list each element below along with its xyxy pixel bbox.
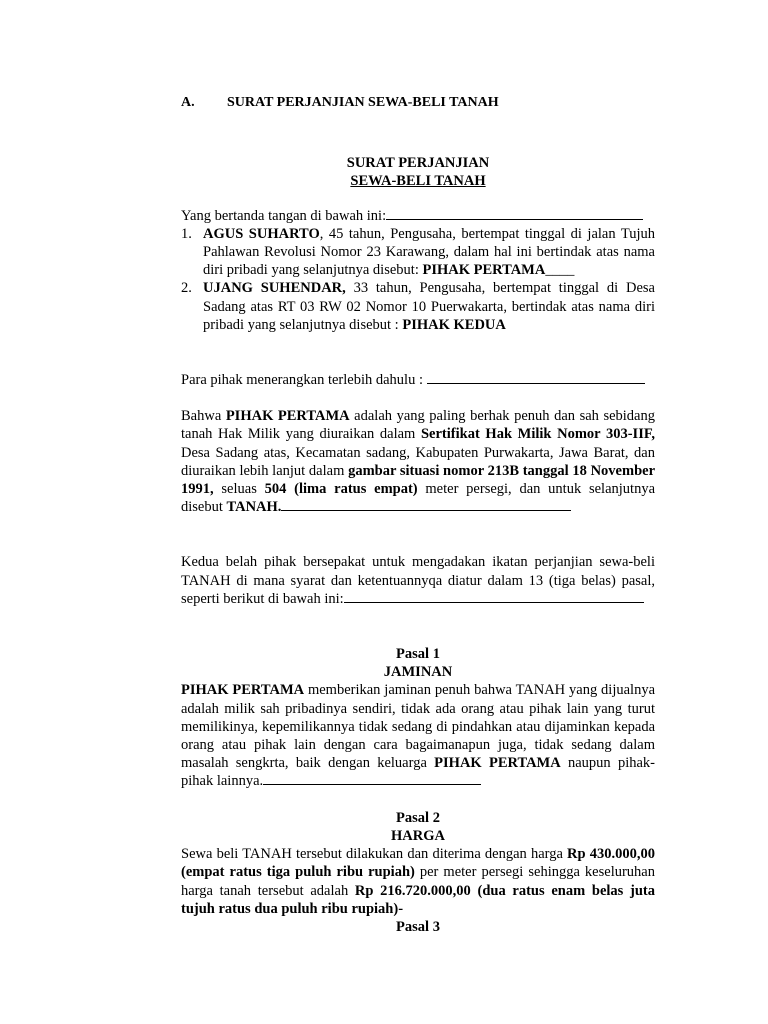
- party-1-name: AGUS SUHARTO: [203, 225, 320, 242]
- bahwa-bold-2: Sertifikat Hak Milik Nomor 303-IIF,: [420, 426, 655, 443]
- pasal-2-label: Pasal 2: [396, 809, 440, 826]
- pasal-3-label: Pasal 3: [396, 918, 440, 935]
- doc-title-line2: SEWA-BELI TANAH: [350, 173, 486, 190]
- pasal-1-body: [181, 681, 655, 790]
- party-1-description: , 45 tahun, Pengusaha, bertempat tinggal di jalan Tujuh Pahlawan Revolusi Nomor 23 Karawang, dalam hal ini bertindak atas nama diri pribadi yang selanjutnya disebut:: [203, 225, 655, 279]
- party-1-alias: PIHAK PERTAMA: [422, 262, 546, 279]
- pasal-1-title: JAMINAN: [383, 664, 453, 681]
- party-1-text: [203, 225, 655, 280]
- fill-line: [281, 498, 571, 511]
- party-1-trail: ____: [545, 262, 575, 279]
- party-2: [181, 279, 655, 334]
- pasal-1-label: Pasal 1: [396, 646, 440, 663]
- pasal-1-text-1: memberikan jaminan penuh bahwa TANAH yang dijualnya adalah milik sah pribadinya sendiri, tidak ada orang atau pihak lain yang turut memilikinya, kepemilikannya tidak sedang di pindahkan atau dijaminkan kepada orang atau pihak lain dengan cara bagaimanapun juga, tidak sedang dalam masalah sengkrta, baik dengan keluarga: [181, 682, 656, 772]
- bahwa-bold-5: TANAH.: [226, 499, 282, 516]
- section-number: A.: [181, 95, 195, 110]
- party-1-number: 1.: [181, 225, 192, 242]
- intro-line: [181, 207, 655, 225]
- party-2-text: [203, 279, 655, 334]
- pasal-2-text-2: per meter persegi sehingga keseluruhan harga tanah tersebut adalah: [181, 864, 655, 899]
- bahwa-bold-4: 504 (lima ratus empat): [264, 481, 418, 498]
- pasal-2-text-1: Sewa beli TANAH tersebut dilakukan dan diterima dengan harga: [181, 846, 568, 863]
- bahwa-text-1: Bahwa: [181, 408, 226, 425]
- intro-text: Yang bertanda tangan di bawah ini:: [181, 207, 387, 224]
- declare-text: Para pihak menerangkan terlebih dahulu :: [181, 372, 427, 389]
- pasal-1-bold-1: PIHAK PERTAMA: [181, 682, 305, 699]
- section-heading: [181, 94, 655, 112]
- pasal-2-bold-2: Rp 216.720.000,00 (dua ratus enam belas juta tujuh ratus dua puluh ribu rupiah)-: [181, 882, 655, 917]
- party-2-number: 2.: [181, 280, 192, 297]
- fill-line: [344, 590, 644, 603]
- party-2-name: UJANG SUHENDAR,: [203, 280, 346, 297]
- pasal-1-text-2: naupun pihak-pihak lainnya.: [181, 755, 655, 790]
- bahwa-text-2: adalah yang paling berhak penuh dan sah sebidang tanah Hak Milik yang diuraikan dalam: [181, 408, 655, 443]
- bahwa-text-3: Desa Sadang atas, Kecamatan sadang, Kabupaten Purwakarta, Jawa Barat, dan diuraikan lebih lanjut dalam: [181, 444, 655, 479]
- fill-line: [427, 371, 645, 384]
- bahwa-paragraph: [181, 407, 655, 516]
- agreement-text: Kedua belah pihak bersepakat untuk mengadakan ikatan perjanjian sewa-beli TANAH di mana syarat dan ketentuannyqa diatur dalam 13 (tiga belas) pasal, seperti berikut di bawah ini:: [181, 554, 655, 607]
- party-2-alias: PIHAK KEDUA: [402, 316, 506, 333]
- doc-title-line1: SURAT PERJANJIAN: [346, 155, 490, 172]
- bahwa-text-4: seluas: [213, 481, 265, 498]
- pasal-2-bold-1: Rp 430.000,00 (empat ratus tiga puluh ribu rupiah): [181, 846, 655, 881]
- party-2-description: 33 tahun, Pengusaha, bertempat tinggal di Desa Sadang atas RT 03 RW 02 Nomor 10 Puerwakarta, bertindak atas nama diri pribadi yang selanjutnya disebut :: [203, 280, 655, 333]
- pasal-1-bold-2: PIHAK PERTAMA: [434, 755, 561, 772]
- pasal-2-body: [181, 845, 655, 918]
- bahwa-text-5: meter persegi, dan untuk selanjutnya disebut: [181, 481, 656, 516]
- bahwa-bold-3: gambar situasi nomor 213B tanggal 18 November 1991,: [181, 462, 656, 498]
- party-1: [181, 225, 655, 280]
- bahwa-bold-1: PIHAK PERTAMA: [225, 408, 350, 425]
- document-body: [181, 94, 655, 936]
- agreement-paragraph: [181, 553, 655, 608]
- declare-line: [181, 371, 655, 389]
- fill-line: [386, 207, 643, 220]
- pasal-2-title: HARGA: [391, 827, 445, 844]
- section-title: SURAT PERJANJIAN SEWA-BELI TANAH: [227, 95, 499, 110]
- fill-line: [263, 772, 481, 785]
